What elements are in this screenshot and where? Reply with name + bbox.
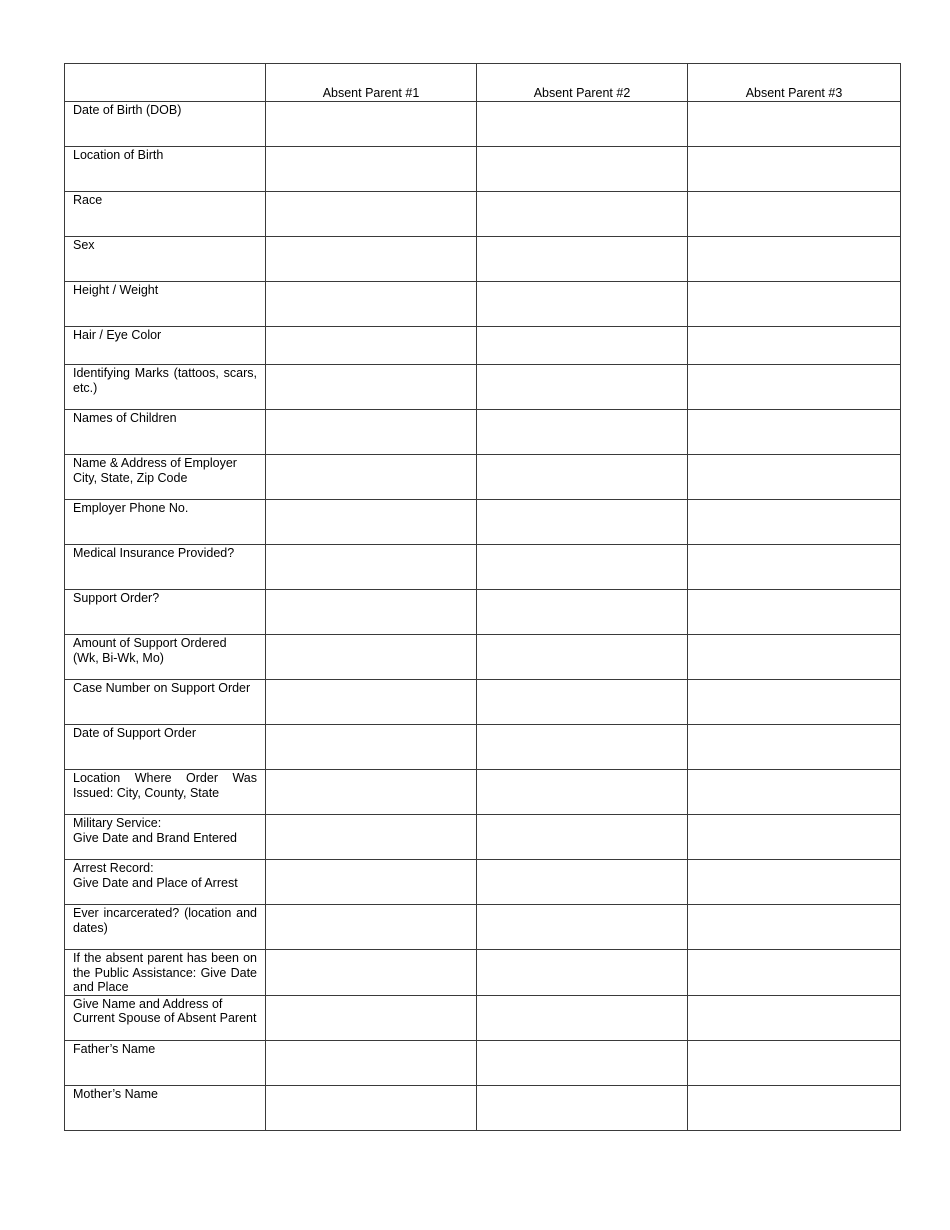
- entry-cell-parent-3[interactable]: [688, 905, 901, 950]
- entry-cell-parent-2[interactable]: [477, 725, 688, 770]
- entry-cell-parent-2[interactable]: [477, 1085, 688, 1130]
- entry-cell-parent-2[interactable]: [477, 192, 688, 237]
- entry-cell-parent-1[interactable]: [266, 192, 477, 237]
- row-label: Case Number on Support Order: [65, 680, 266, 725]
- entry-cell-parent-1[interactable]: [266, 327, 477, 365]
- row-label: Mother’s Name: [65, 1085, 266, 1130]
- row-height-weight: [65, 282, 901, 327]
- entry-cell-parent-3[interactable]: [688, 327, 901, 365]
- entry-cell-parent-2[interactable]: [477, 147, 688, 192]
- entry-cell-parent-1[interactable]: [266, 995, 477, 1040]
- entry-cell-parent-1[interactable]: [266, 860, 477, 905]
- row-label: Date of Support Order: [65, 725, 266, 770]
- entry-cell-parent-1[interactable]: [266, 500, 477, 545]
- row-label: Location Where Order Was Issued: City, County, State: [65, 770, 266, 815]
- entry-cell-parent-3[interactable]: [688, 545, 901, 590]
- row-current-spouse: [65, 995, 901, 1040]
- entry-cell-parent-1[interactable]: [266, 455, 477, 500]
- row-fathers-name: [65, 1040, 901, 1085]
- entry-cell-parent-3[interactable]: [688, 590, 901, 635]
- entry-cell-parent-3[interactable]: [688, 455, 901, 500]
- absent-parent-information-table: [64, 63, 901, 1131]
- row-label: Arrest Record: Give Date and Place of Arrest: [65, 860, 266, 905]
- entry-cell-parent-2[interactable]: [477, 905, 688, 950]
- entry-cell-parent-1[interactable]: [266, 680, 477, 725]
- entry-cell-parent-3[interactable]: [688, 282, 901, 327]
- row-mothers-name: [65, 1085, 901, 1130]
- row-race: [65, 192, 901, 237]
- entry-cell-parent-3[interactable]: [688, 770, 901, 815]
- entry-cell-parent-1[interactable]: [266, 590, 477, 635]
- row-label: Amount of Support Ordered (Wk, Bi-Wk, Mo): [65, 635, 266, 680]
- row-label: Support Order?: [65, 590, 266, 635]
- entry-cell-parent-3[interactable]: [688, 192, 901, 237]
- entry-cell-parent-2[interactable]: [477, 327, 688, 365]
- row-label: Height / Weight: [65, 282, 266, 327]
- row-label: Name & Address of Employer City, State, Zip Code: [65, 455, 266, 500]
- entry-cell-parent-3[interactable]: [688, 950, 901, 996]
- row-hair-eye-color: [65, 327, 901, 365]
- row-label: Hair / Eye Color: [65, 327, 266, 365]
- entry-cell-parent-3[interactable]: [688, 815, 901, 860]
- entry-cell-parent-2[interactable]: [477, 635, 688, 680]
- entry-cell-parent-2[interactable]: [477, 410, 688, 455]
- entry-cell-parent-3[interactable]: [688, 995, 901, 1040]
- entry-cell-parent-2[interactable]: [477, 680, 688, 725]
- row-case-number: [65, 680, 901, 725]
- entry-cell-parent-1[interactable]: [266, 815, 477, 860]
- header-absent-parent-1: Absent Parent #1: [266, 64, 477, 102]
- row-incarcerated: [65, 905, 901, 950]
- entry-cell-parent-1[interactable]: [266, 1040, 477, 1085]
- header-row: [65, 64, 901, 102]
- entry-cell-parent-2[interactable]: [477, 590, 688, 635]
- entry-cell-parent-3[interactable]: [688, 147, 901, 192]
- entry-cell-parent-2[interactable]: [477, 455, 688, 500]
- row-label: If the absent parent has been on the Public Assistance: Give Date and Place: [65, 950, 266, 996]
- entry-cell-parent-3[interactable]: [688, 725, 901, 770]
- entry-cell-parent-1[interactable]: [266, 410, 477, 455]
- entry-cell-parent-3[interactable]: [688, 237, 901, 282]
- row-employer-phone: [65, 500, 901, 545]
- entry-cell-parent-1[interactable]: [266, 102, 477, 147]
- row-label: Ever incarcerated? (location and dates): [65, 905, 266, 950]
- header-absent-parent-2: Absent Parent #2: [477, 64, 688, 102]
- entry-cell-parent-2[interactable]: [477, 237, 688, 282]
- row-label: Give Name and Address of Current Spouse of Absent Parent: [65, 995, 266, 1040]
- entry-cell-parent-2[interactable]: [477, 1040, 688, 1085]
- entry-cell-parent-2[interactable]: [477, 770, 688, 815]
- row-date-of-birth: [65, 102, 901, 147]
- entry-cell-parent-2[interactable]: [477, 815, 688, 860]
- entry-cell-parent-2[interactable]: [477, 995, 688, 1040]
- row-label: Father’s Name: [65, 1040, 266, 1085]
- row-military-service: [65, 815, 901, 860]
- entry-cell-parent-1[interactable]: [266, 282, 477, 327]
- row-label: Military Service: Give Date and Brand Entered: [65, 815, 266, 860]
- row-label: Date of Birth (DOB): [65, 102, 266, 147]
- entry-cell-parent-1[interactable]: [266, 725, 477, 770]
- header-corner-cell: [65, 64, 266, 102]
- row-public-assistance: [65, 950, 901, 996]
- entry-cell-parent-3[interactable]: [688, 1040, 901, 1085]
- entry-cell-parent-1[interactable]: [266, 545, 477, 590]
- entry-cell-parent-3[interactable]: [688, 410, 901, 455]
- entry-cell-parent-2[interactable]: [477, 860, 688, 905]
- entry-cell-parent-3[interactable]: [688, 365, 901, 410]
- entry-cell-parent-3[interactable]: [688, 860, 901, 905]
- header-absent-parent-3: Absent Parent #3: [688, 64, 901, 102]
- entry-cell-parent-3[interactable]: [688, 1085, 901, 1130]
- entry-cell-parent-3[interactable]: [688, 500, 901, 545]
- entry-cell-parent-1[interactable]: [266, 950, 477, 996]
- row-arrest-record: [65, 860, 901, 905]
- row-label: Location of Birth: [65, 147, 266, 192]
- entry-cell-parent-2[interactable]: [477, 500, 688, 545]
- row-label: Names of Children: [65, 410, 266, 455]
- row-names-of-children: [65, 410, 901, 455]
- row-label: Employer Phone No.: [65, 500, 266, 545]
- row-order-location: [65, 770, 901, 815]
- entry-cell-parent-2[interactable]: [477, 102, 688, 147]
- row-identifying-marks: [65, 365, 901, 410]
- entry-cell-parent-2[interactable]: [477, 545, 688, 590]
- row-location-of-birth: [65, 147, 901, 192]
- entry-cell-parent-1[interactable]: [266, 635, 477, 680]
- entry-cell-parent-2[interactable]: [477, 950, 688, 996]
- row-support-amount: [65, 635, 901, 680]
- entry-cell-parent-3[interactable]: [688, 635, 901, 680]
- entry-cell-parent-1[interactable]: [266, 237, 477, 282]
- entry-cell-parent-1[interactable]: [266, 770, 477, 815]
- row-employer-name-address: [65, 455, 901, 500]
- entry-cell-parent-3[interactable]: [688, 102, 901, 147]
- row-medical-insurance: [65, 545, 901, 590]
- entry-cell-parent-1[interactable]: [266, 147, 477, 192]
- row-label: Identifying Marks (tattoos, scars, etc.): [65, 365, 266, 410]
- row-label: Medical Insurance Provided?: [65, 545, 266, 590]
- entry-cell-parent-1[interactable]: [266, 1085, 477, 1130]
- row-label: Sex: [65, 237, 266, 282]
- row-date-of-support-order: [65, 725, 901, 770]
- entry-cell-parent-2[interactable]: [477, 282, 688, 327]
- entry-cell-parent-3[interactable]: [688, 680, 901, 725]
- row-label: Race: [65, 192, 266, 237]
- row-support-order: [65, 590, 901, 635]
- entry-cell-parent-1[interactable]: [266, 905, 477, 950]
- entry-cell-parent-2[interactable]: [477, 365, 688, 410]
- entry-cell-parent-1[interactable]: [266, 365, 477, 410]
- row-sex: [65, 237, 901, 282]
